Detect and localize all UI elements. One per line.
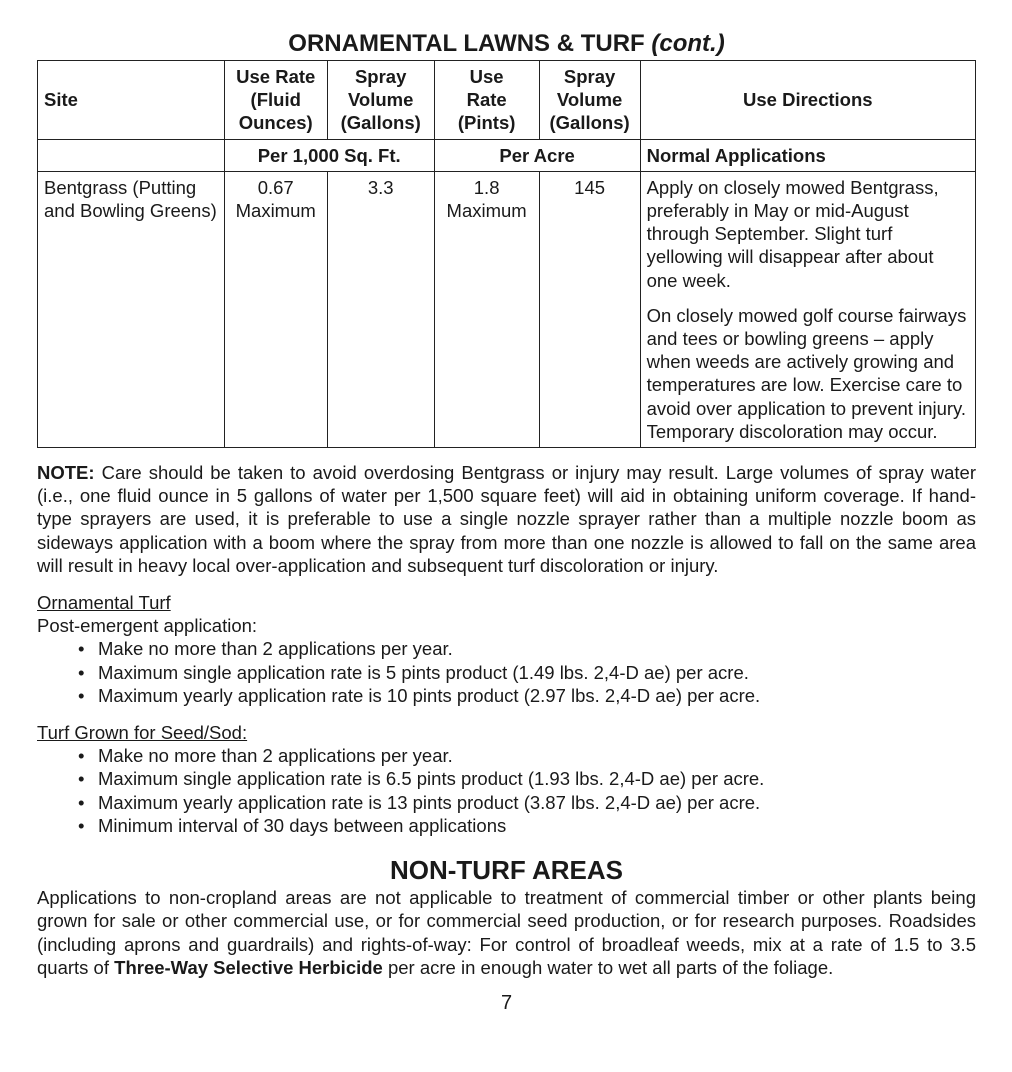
bullet-icon: • bbox=[78, 684, 85, 706]
rates-table bbox=[37, 60, 976, 448]
product-name: Three-Way Selective Herbicide bbox=[114, 956, 383, 978]
note-text: Care should be taken to avoid overdosing Bentgrass or injury may result. Large volumes of spray water (i.e., one fluid ounce in 5 gallons of water per 1,500 square feet) will aid in obtaining uniform coverage. If hand-type sprayers are used, it is preferable to use a single nozzle sprayer rather than a multiple nozzle boom as sideways application with a boom where the spray from more than one nozzle is allowed to fall on the same area will result in heavy local over-application and subsequent turf discoloration or injury. bbox=[37, 462, 976, 576]
header-spray-volume-1: Spray Volume (Gallons) bbox=[327, 61, 434, 140]
header-site: Site bbox=[38, 61, 225, 140]
subheader-normal-applications: Normal Applications bbox=[640, 139, 975, 171]
ornamental-turf-subheading: Post-emergent application: bbox=[37, 615, 258, 637]
list-item: • Maximum single application rate is 5 pints product (1.49 lbs. 2,4-D ae) per acre. bbox=[78, 661, 749, 683]
header-use-rate-pints: Use Rate (Pints) bbox=[434, 61, 539, 140]
non-turf-paragraph: Applications to non-cropland areas are not applicable to treatment of commercial timber or other plants being grown for sale or other commercial use, or for commercial seed production, or for research purposes. Roadsides (including aprons and guardrails) and rights-of-way: For control of broadleaf weeds, mix at a rate of 1.5 to 3.5 quarts of Three-Way Selective Herbicide per acre in enough water to wet all parts of the foliage. bbox=[37, 887, 976, 978]
note-paragraph bbox=[37, 461, 976, 577]
list-item: • Maximum yearly application rate is 10 pints product (2.97 lbs. 2,4-D ae) per acre. bbox=[78, 684, 761, 706]
cell-site: Bentgrass (Putting and Bowling Greens) bbox=[38, 171, 225, 447]
bullet-icon: • bbox=[78, 638, 85, 660]
list-item: • Make no more than 2 applications per year. bbox=[78, 638, 453, 660]
directions-paragraph-1: Apply on closely mowed Bentgrass, preferably in May or mid-August through September. Slight turf yellowing will disappear after about one week. bbox=[646, 176, 939, 291]
bullet-icon: • bbox=[78, 814, 85, 836]
bullet-icon: • bbox=[78, 661, 85, 683]
cell-spray-volume-1: 3.3 bbox=[327, 171, 434, 447]
ornamental-turf-list bbox=[37, 637, 976, 707]
subheader-blank bbox=[38, 139, 225, 171]
title-main: ORNAMENTAL LAWNS & TURF bbox=[288, 30, 645, 57]
header-row bbox=[38, 61, 976, 140]
page-title bbox=[37, 28, 976, 60]
turf-seed-heading: Turf Grown for Seed/Sod: bbox=[37, 722, 248, 744]
turf-seed-list bbox=[37, 744, 976, 837]
subheader-per-1000: Per 1,000 Sq. Ft. bbox=[224, 139, 434, 171]
label-page bbox=[37, 28, 976, 1015]
note-label: NOTE: bbox=[37, 462, 95, 484]
non-turf-heading: NON-TURF AREAS bbox=[389, 855, 624, 886]
title-cont: (cont.) bbox=[651, 30, 725, 57]
page-number: 7 bbox=[500, 991, 513, 1014]
cell-spray-volume-2: 145 bbox=[539, 171, 640, 447]
directions-paragraph-2: On closely mowed golf course fairways and tees or bowling greens – apply when weeds are actively growing and temperatures are low. Exercise care to avoid over application to prevent injury. Temporary discoloration may occur. bbox=[646, 304, 967, 442]
subheader-per-acre: Per Acre bbox=[434, 139, 640, 171]
header-use-rate-oz: Use Rate (Fluid Ounces) bbox=[224, 61, 327, 140]
turf-seed-section bbox=[37, 721, 976, 744]
list-item: • Maximum yearly application rate is 13 pints product (3.87 lbs. 2,4-D ae) per acre. bbox=[78, 791, 761, 813]
header-use-directions: Use Directions bbox=[640, 61, 975, 140]
ornamental-turf-heading: Ornamental Turf bbox=[37, 592, 171, 614]
header-spray-volume-2: Spray Volume (Gallons) bbox=[539, 61, 640, 140]
list-item: • Make no more than 2 applications per year. bbox=[78, 745, 453, 767]
bullet-icon: • bbox=[78, 745, 85, 767]
cell-use-rate-oz: 0.67 Maximum bbox=[224, 171, 327, 447]
subheader-row bbox=[38, 139, 976, 171]
bullet-icon: • bbox=[78, 768, 85, 790]
cell-use-rate-pints: 1.8 Maximum bbox=[434, 171, 539, 447]
list-item: • Minimum interval of 30 days between applications bbox=[78, 814, 507, 836]
bullet-icon: • bbox=[78, 791, 85, 813]
list-item: • Maximum single application rate is 6.5 pints product (1.93 lbs. 2,4-D ae) per acre. bbox=[78, 768, 765, 790]
cell-directions bbox=[640, 171, 975, 447]
ornamental-turf-section bbox=[37, 591, 976, 637]
table-row bbox=[38, 171, 976, 447]
